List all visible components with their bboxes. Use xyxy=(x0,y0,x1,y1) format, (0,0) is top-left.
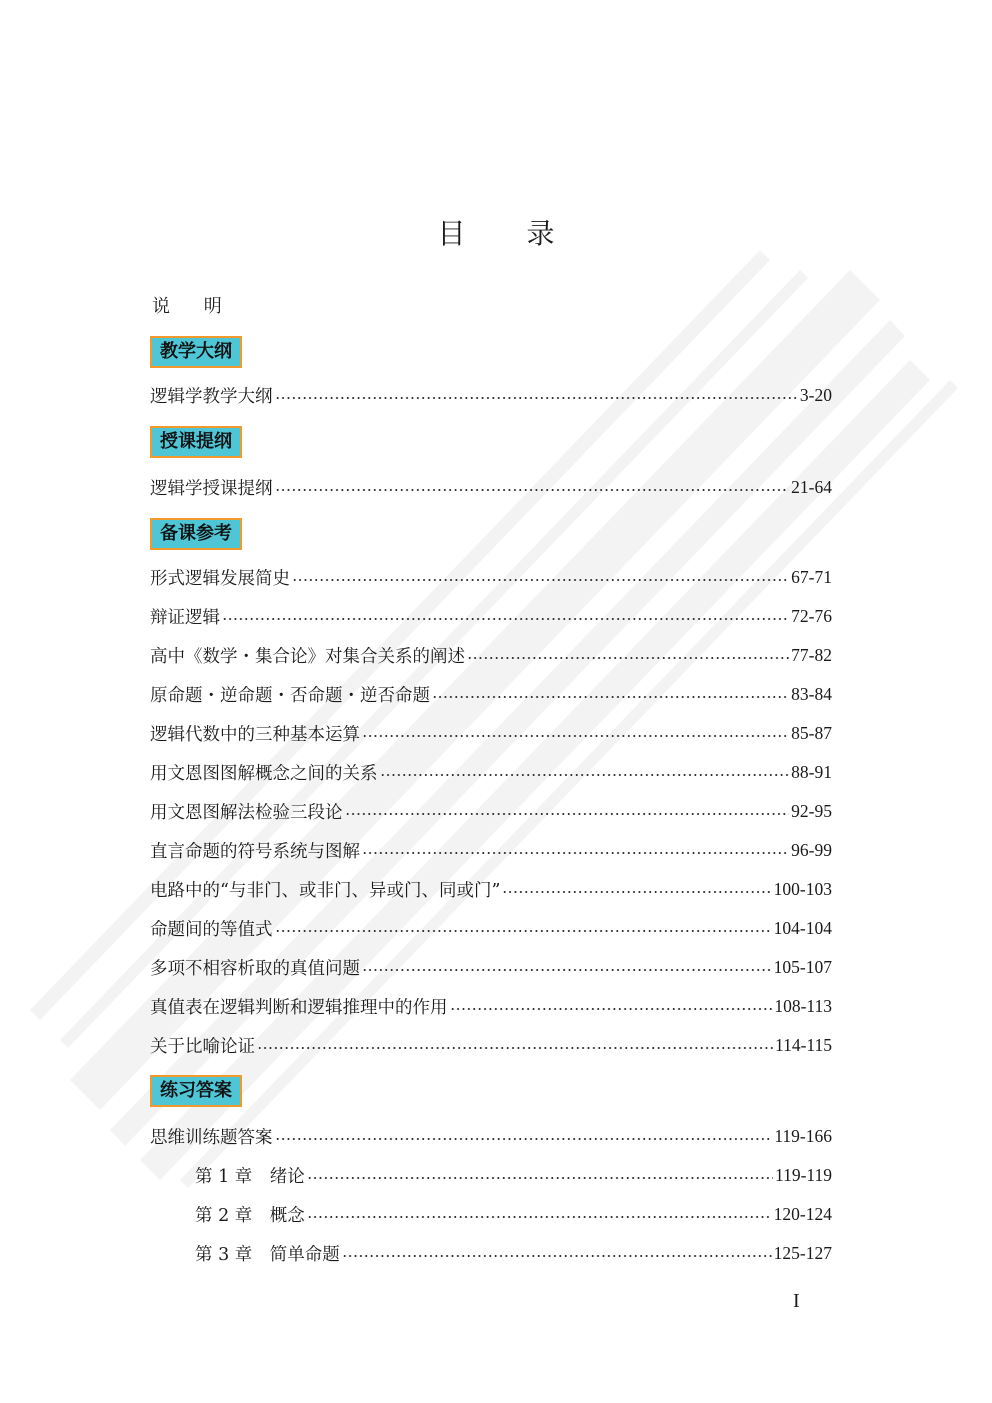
entry-pages: 105-107 xyxy=(773,956,832,977)
leader-dots xyxy=(362,969,772,971)
entry-label: 多项不相容析取的真值问题 xyxy=(150,958,360,979)
entry-pages: 92-95 xyxy=(791,800,832,821)
toc-subentry[interactable] xyxy=(195,1200,832,1228)
entry-pages: 114-115 xyxy=(774,1034,832,1055)
entry-pages: 96-99 xyxy=(791,839,832,860)
entry-label: 第 1 章 绪论 xyxy=(195,1166,305,1187)
leader-dots xyxy=(450,1008,773,1010)
leader-dots xyxy=(345,813,790,815)
entry-label: 思维训练题答案 xyxy=(150,1127,273,1148)
section-tag-syllabus: 教学大纲 xyxy=(150,336,242,368)
toc-entry[interactable] xyxy=(150,797,832,825)
leader-dots xyxy=(362,852,789,854)
leader-dots xyxy=(467,657,789,659)
toc-entry[interactable] xyxy=(150,719,832,747)
entry-label: 原命题・逆命题・否命题・逆否命题 xyxy=(150,685,430,706)
entry-pages: 125-127 xyxy=(773,1242,832,1263)
toc-entry[interactable] xyxy=(150,563,832,591)
entry-label: 电路中的“与非门、或非门、异或门、同或门” xyxy=(150,880,501,901)
entry-label: 逻辑学授课提纲 xyxy=(150,478,273,499)
section-tag-reference: 备课参考 xyxy=(150,518,242,550)
entry-label: 用文恩图图解概念之间的关系 xyxy=(150,763,378,784)
leader-dots xyxy=(342,1255,772,1257)
leader-dots xyxy=(222,618,789,620)
toc-entry[interactable] xyxy=(150,914,832,942)
entry-label: 高中《数学・集合论》对集合关系的阐述 xyxy=(150,646,465,667)
entry-pages: 119-119 xyxy=(774,1164,832,1185)
entry-pages: 77-82 xyxy=(791,644,832,665)
entry-label: 直言命题的符号系统与图解 xyxy=(150,841,360,862)
leader-dots xyxy=(432,696,789,698)
leader-dots xyxy=(502,891,771,893)
entry-pages: 119-166 xyxy=(774,1125,832,1146)
toc-entry[interactable] xyxy=(150,953,832,981)
entry-pages: 100-103 xyxy=(773,878,832,899)
section-tag-lecture-outline: 授课提纲 xyxy=(150,426,242,458)
section-tag-answers: 练习答案 xyxy=(150,1075,242,1107)
entry-label: 用文恩图解法检验三段论 xyxy=(150,802,343,823)
toc-entry[interactable] xyxy=(150,1031,832,1059)
toc-entry[interactable] xyxy=(150,992,832,1020)
leader-dots xyxy=(275,397,798,399)
entry-label: 真值表在逻辑判断和逻辑推理中的作用 xyxy=(150,997,448,1018)
leader-dots xyxy=(380,774,790,776)
entry-pages: 108-113 xyxy=(774,995,832,1016)
entry-pages: 85-87 xyxy=(791,722,832,743)
leader-dots xyxy=(275,930,772,932)
entry-pages: 88-91 xyxy=(791,761,832,782)
toc-entry[interactable] xyxy=(150,473,832,501)
entry-label: 形式逻辑发展简史 xyxy=(150,568,290,589)
entry-label: 第 2 章 概念 xyxy=(195,1205,305,1226)
toc-entry[interactable] xyxy=(150,680,832,708)
entry-label: 关于比喻论证 xyxy=(150,1036,255,1057)
entry-label: 逻辑代数中的三种基本运算 xyxy=(150,724,360,745)
leader-dots xyxy=(362,735,789,737)
leader-dots xyxy=(257,1047,773,1049)
toc-entry[interactable] xyxy=(150,758,832,786)
toc-subentry[interactable] xyxy=(195,1161,832,1189)
toc-subentry[interactable] xyxy=(195,1239,832,1267)
toc-entry[interactable] xyxy=(150,641,832,669)
toc-entry[interactable] xyxy=(150,875,832,903)
leader-dots xyxy=(275,1138,773,1140)
entry-label: 辩证逻辑 xyxy=(150,607,220,628)
entry-label: 第 3 章 简单命题 xyxy=(195,1244,340,1265)
entry-pages: 67-71 xyxy=(791,566,832,587)
toc-entry[interactable] xyxy=(150,836,832,864)
entry-label: 命题间的等值式 xyxy=(150,919,273,940)
entry-pages: 104-104 xyxy=(773,917,832,938)
leader-dots xyxy=(275,489,790,491)
page-number: I xyxy=(793,1290,800,1312)
page-title: 目 录 xyxy=(437,217,581,250)
entry-pages: 120-124 xyxy=(773,1203,832,1224)
entry-pages: 83-84 xyxy=(791,683,832,704)
entry-pages: 3-20 xyxy=(799,384,832,405)
entry-pages: 21-64 xyxy=(791,476,832,497)
leader-dots xyxy=(307,1177,773,1179)
entry-label: 逻辑学教学大纲 xyxy=(150,386,273,407)
leader-dots xyxy=(307,1216,772,1218)
entry-pages: 72-76 xyxy=(791,605,832,626)
intro-entry: 说 明 xyxy=(152,296,236,317)
toc-entry[interactable] xyxy=(150,602,832,630)
toc-entry[interactable] xyxy=(150,381,832,409)
leader-dots xyxy=(292,579,789,581)
toc-entry[interactable] xyxy=(150,1122,832,1150)
